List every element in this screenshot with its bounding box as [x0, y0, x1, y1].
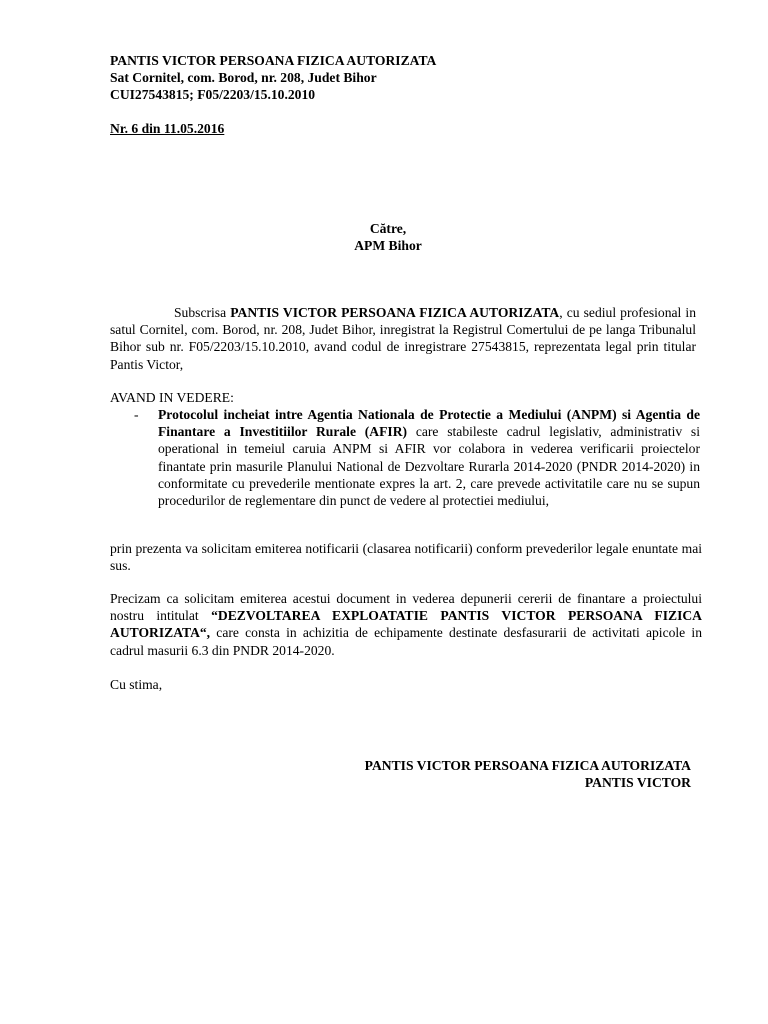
sender-name: PANTIS VICTOR PERSOANA FIZICA AUTORIZATA	[110, 53, 437, 68]
clarification-after: care consta in achizitia de echipamente destinate desfasurarii de activitati apicole in cadrul masurii 6.3 din PNDR 2014-2020.	[110, 625, 702, 658]
request-paragraph: prin prezenta va solicitam emiterea notificarii (clasarea notificarii) conform prevederilor legale enuntate mai sus.	[110, 541, 702, 574]
clarification-paragraph	[110, 590, 702, 659]
intro-rest: , cu sediul profesional in satul Cornitel, com. Borod, nr. 208, Judet Bihor, inregistrat la Registrul Comertului de pe langa Tribunalul Bihor sub nr. F05/2203/15.10.2010, avand codul de inregistrare 27543815, reprezentata legal prin titular Pantis Victor,	[110, 305, 696, 372]
bullet-bold-text: Protocolul incheiat intre Agentia Nationala de Protectie a Mediului (ANPM) si Agentia de Finantare a Investitiilor Rurale (AFIR)	[158, 407, 700, 440]
clarification-before: Precizam ca solicitam emiterea acestui document in vederea depunerii cererii de finantare a proiectului nostru intitulat	[110, 591, 702, 624]
sender-header	[110, 52, 436, 104]
intro-prefix: Subscrisa	[174, 305, 227, 320]
document-number: Nr. 6 din 11.05.2016	[110, 121, 225, 136]
bullet-item	[158, 406, 700, 509]
project-title: “DEZVOLTAREA EXPLOATATIE PANTIS VICTOR PERSOANA FIZICA AUTORIZATA“,	[110, 608, 702, 641]
sender-registration: CUI27543815; F05/2203/15.10.2010	[110, 87, 316, 103]
intro-entity: PANTIS VICTOR PERSOANA FIZICA AUTORIZATA	[230, 305, 560, 320]
considering-heading: AVAND IN VEDERE:	[110, 390, 234, 405]
bullet-dash: -	[134, 407, 139, 422]
recipient-name: APM Bihor	[354, 238, 422, 254]
signature-block	[300, 757, 691, 791]
recipient-salutation: Către,	[369, 221, 407, 236]
intro-paragraph	[110, 304, 696, 373]
signature-entity: PANTIS VICTOR PERSOANA FIZICA AUTORIZATA	[364, 758, 691, 773]
bullet-rest-text: care stabileste cadrul legislativ, administrativ si operational in temeiul caruia ANPM si AFIR vor colabora in vederea verificarii proiectelor finantate prin masurile Planului National de Dezvoltare Rurarla 2014-2020 (PNDR 2014-2020) in conformitate cu prevederile mentionate expres la art. 2, care prevede activitatile care nu se supun procedurilor de reglementare din punct de vedere al protectiei mediului,	[158, 424, 700, 509]
recipient-block	[318, 220, 458, 254]
signature-person: PANTIS VICTOR	[584, 775, 691, 791]
closing-line: Cu stima,	[110, 677, 163, 692]
sender-address: Sat Cornitel, com. Borod, nr. 208, Judet Bihor	[110, 70, 377, 86]
